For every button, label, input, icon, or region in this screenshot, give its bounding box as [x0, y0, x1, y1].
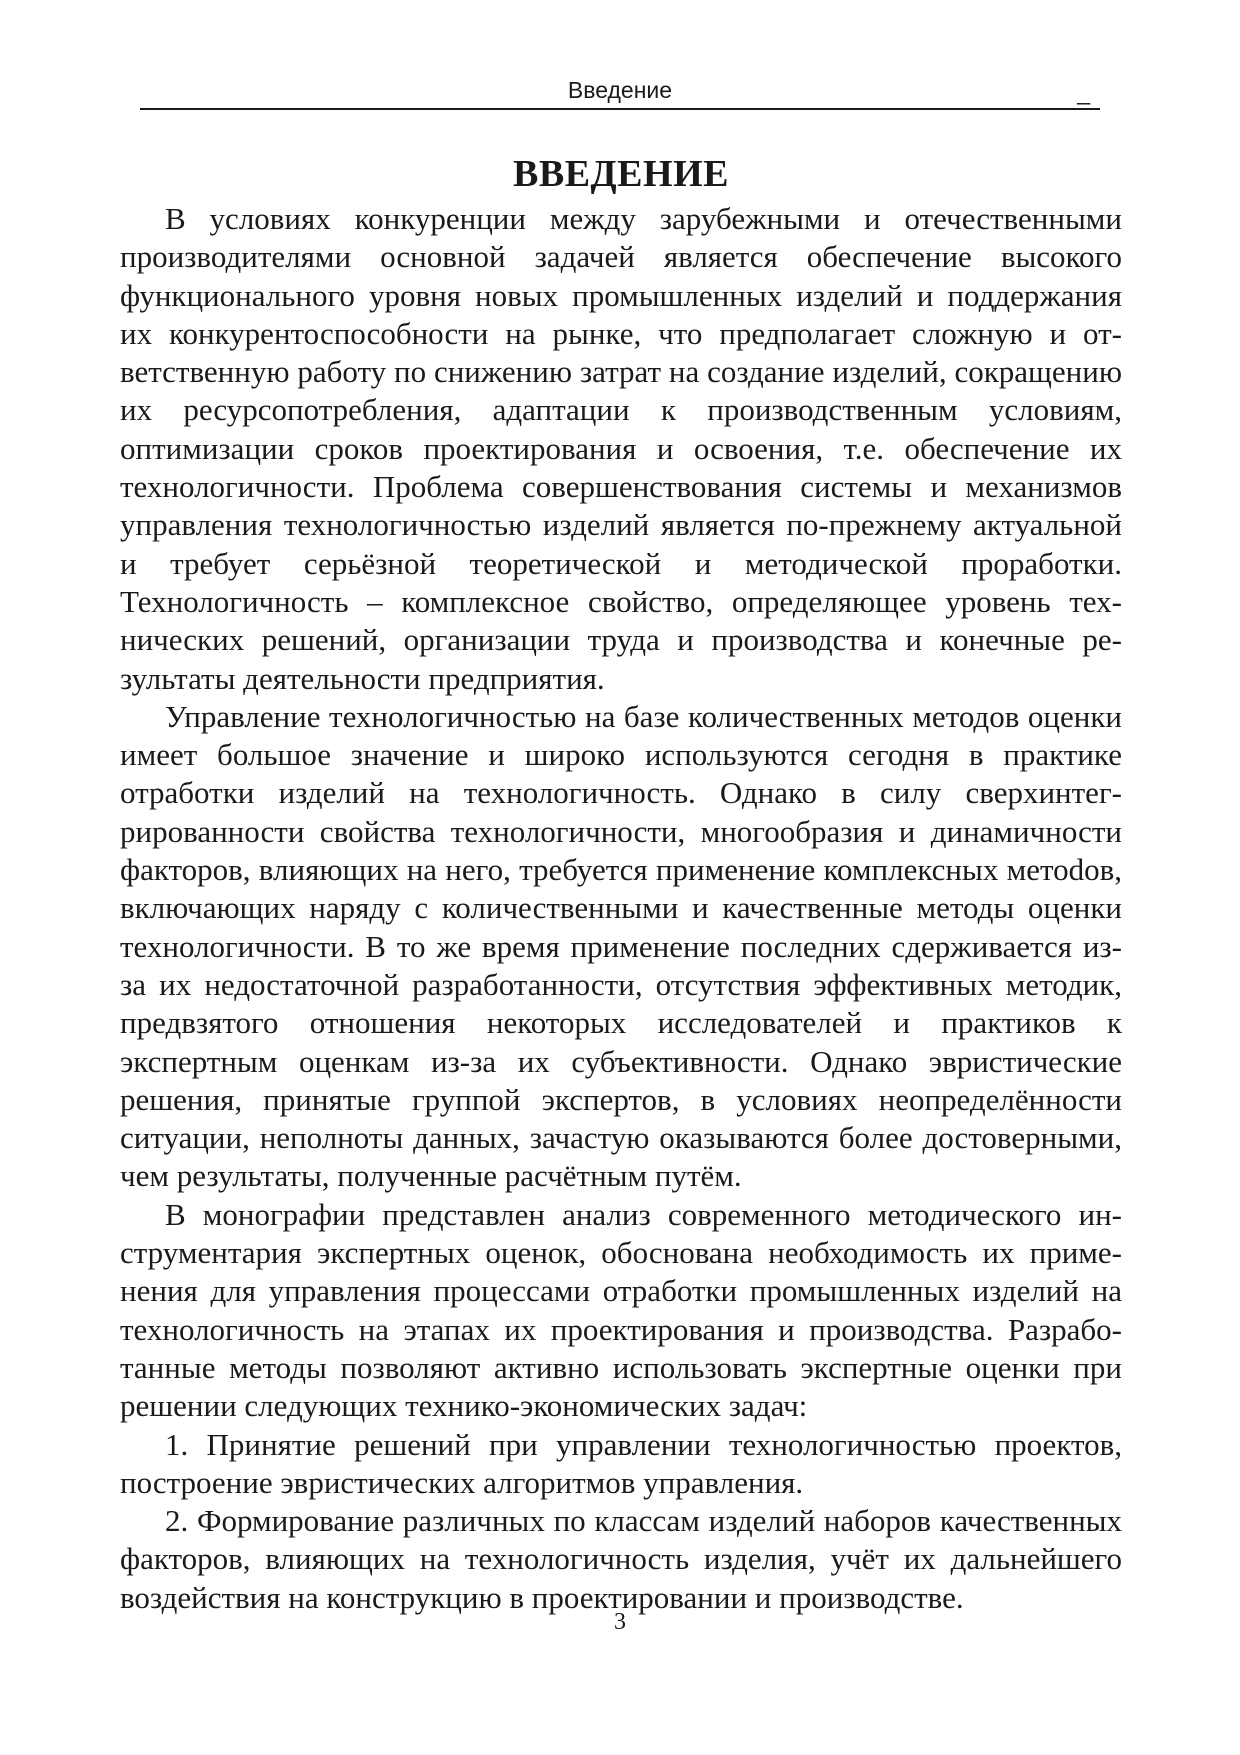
paragraph-2: Управление технологичностью на базе количественных методов оценки имеет большое значение и широко используются сегодня в практике отработки изделий на технологичность. Однако в силу сверхинтегрированности свойства технологичности, многообразия и динамичности факторов, влияющих на него, требуется применение комплексных метоdов, включающих наряду с количественными и качественные методы оценки технологичности. В то же время применение последних сдерживается из-за их недостаточной разработанности, отсутствия эффективных методик, предвзятого отношения некоторых исследователей и практиков к экспертным оценкам из-за их субъективности. Однако эвристические решения, принятые группой экспертов, в условиях неопределённости ситуации, неполноты данных, зачастую оказываются более достоверными, чем результаты, полученные расчётным путём. [120, 698, 1122, 1194]
running-header-title: Введение [567, 77, 673, 103]
running-header [140, 76, 1100, 110]
page-content [120, 150, 1122, 1617]
list-item-1: 1. Принятие решений при управлении технологичностью проектов, построение эвристических алгоритмов управления. [120, 1426, 1122, 1500]
page-number: 3 [614, 1609, 626, 1635]
chapter-title: ВВЕДЕНИЕ [513, 153, 729, 195]
paragraph-3: В монографии представлен анализ современного методического инструментария экспертных оценок, обоснована необходимость их применения для управления процессами отработки промышленных изделий на технологичность на этапах их проектирования и производства. Разработанные методы позволяют активно использовать экспертные оценки при решении следующих технико-экономических задач: [120, 1196, 1122, 1424]
paragraph-1: В условиях конкуренции между зарубежными и отечественными производителями основной задачей является обеспечение высокого функционального уровня новых промышленных изделий и поддержания их конкурентоспособности на рынке, что предполагает сложную и ответственную работу по снижению затрат на создание изделий, сокращению их ресурсопотребления, адаптации к производственным условиям, оптимизации сроков проектирования и освоения, т.е. обеспечение их технологичности. Проблема совершенствования системы и механизмов управления технологичностью изделий является по-прежнему актуальной и требует серьёзной теоретической и методической проработки. Технологичность – комплексное свойство, определяющее уровень технических решений, организации труда и производства и конечные результаты деятельности предприятия. [120, 201, 1122, 696]
list-item-2: 2. Формирование различных по классам изделий наборов качественных факторов, влияющих на технологичность изделия, учёт их дальнейшего воздействия на конструкцию в проектировании и производстве. [120, 1503, 1122, 1615]
running-header-mark: _ [1077, 79, 1090, 105]
